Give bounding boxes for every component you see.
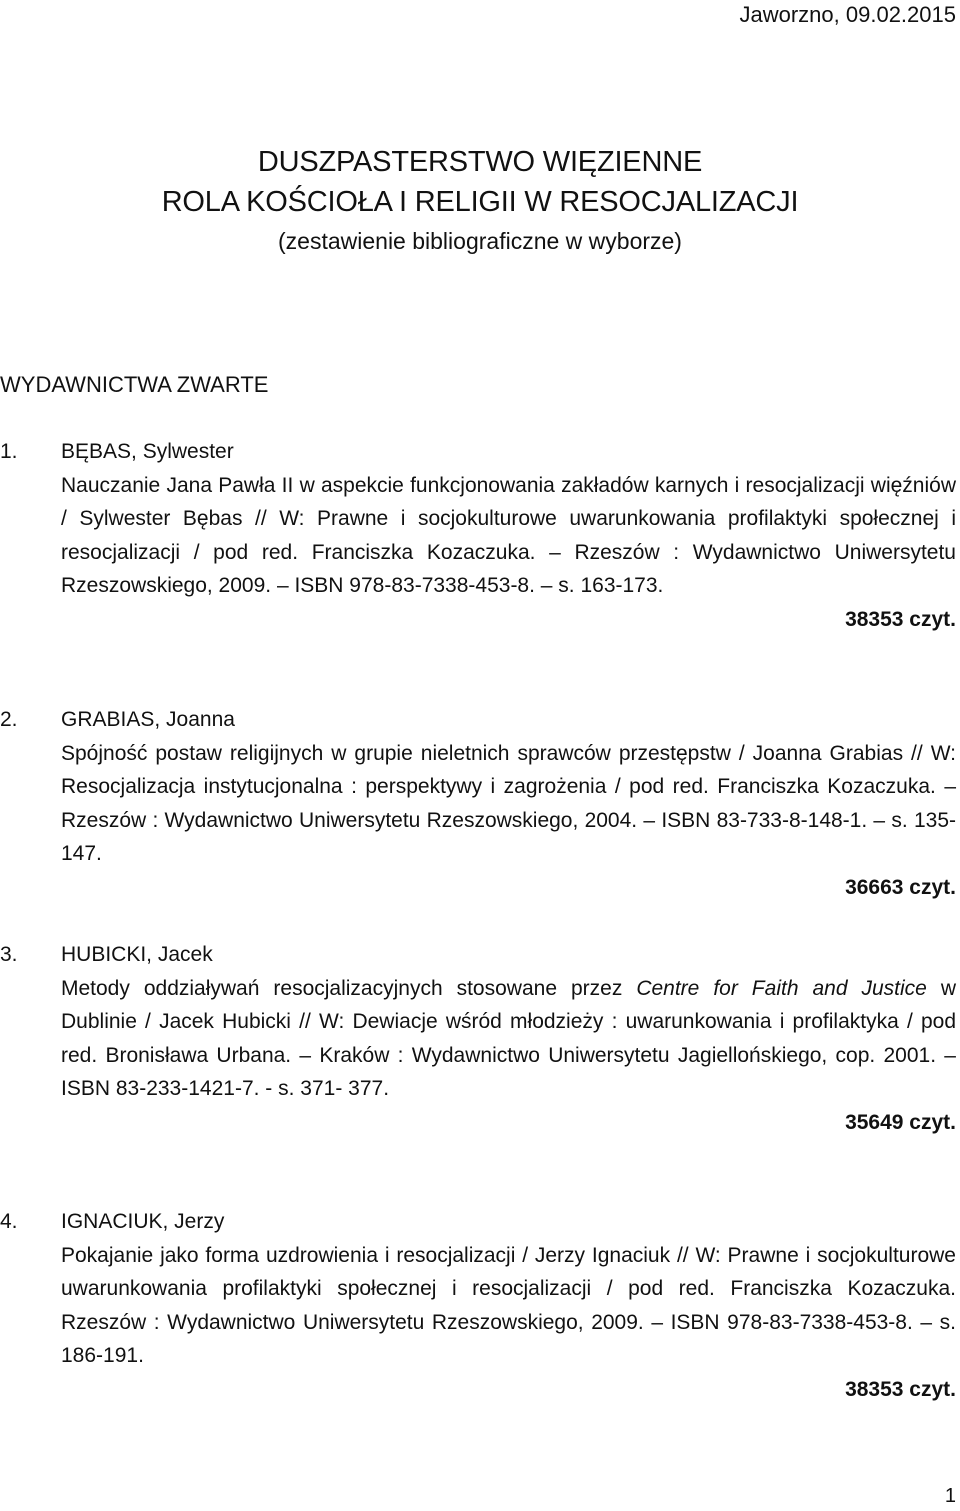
title-block <box>0 142 960 258</box>
document-date: Jaworzno, 09.02.2015 <box>739 2 956 27</box>
entry-body <box>61 435 956 636</box>
entry-author: BĘBAS, Sylwester <box>61 440 234 463</box>
entry-call-number: 36663 czyt. <box>845 875 956 899</box>
document-subtitle: (zestawienie bibliograficzne w wyborze) <box>278 228 682 254</box>
entry-number: 4. <box>0 1210 18 1233</box>
entry-description-start: Metody oddziaływań resocjalizacyjnych stosowane przez <box>61 976 637 1000</box>
entry-body <box>61 1205 956 1406</box>
bibliography-entry-4 <box>0 1205 958 1406</box>
entry-body <box>61 938 956 1139</box>
entry-description: Pokajanie jako forma uzdrowienia i resocjalizacji / Jerzy Ignaciuk // W: Prawne i socjokulturowe uwarunkowania profilaktyki społecznej i resocjalizacji / pod red. Franciszka Kozaczuka. Rzeszów : Wydawnictwo Uniwersytetu Rzeszowskiego, 2009. – ISBN 978-83-7338-453-8. – s. 186-191. <box>61 1243 956 1367</box>
page-number: 1 <box>944 1485 956 1507</box>
entry-description <box>61 972 956 1106</box>
entry-author: GRABIAS, Joanna <box>61 708 235 731</box>
entry-call-number: 38353 czyt. <box>845 607 956 631</box>
document-title-line-2: ROLA KOŚCIOŁA I RELIGII W RESOCJALIZACJI <box>161 186 799 218</box>
entry-description: Spójność postaw religijnych w grupie nieletnich sprawców przestępstw / Joanna Grabias // W: Resocjalizacja instytucjonalna : perspektywy i zagrożenia / pod red. Franciszka Kozaczuka. – Rzeszów : Wydawnictwo Uniwersytetu Rzeszowskiego, 2004. – ISBN 83-733-8-148-1. – s. 135-147. <box>61 741 956 865</box>
entry-description-end: w Dublinie / Jacek Hubicki // W: Dewiacje wśród młodzieży : uwarunkowania i profilaktyka / pod red. Bronisława Urbana. – Kraków : Wydawnictwo Uniwersytetu Jagiellońskiego, cop. 2001. – ISBN 83-233-1421-7. - s. 371- 377. <box>61 976 957 1100</box>
entry-author: HUBICKI, Jacek <box>61 943 213 966</box>
entry-number: 1. <box>0 440 18 463</box>
entry-body <box>61 703 956 904</box>
entry-author: IGNACIUK, Jerzy <box>61 1210 225 1233</box>
entry-call-number: 35649 czyt. <box>845 1110 956 1134</box>
entry-description-italic: Centre for Faith and Justice <box>636 976 927 1000</box>
entry-number: 3. <box>0 943 18 966</box>
entry-call-number: 38353 czyt. <box>845 1377 956 1401</box>
section-heading: WYDAWNICTWA ZWARTE <box>0 372 269 397</box>
entry-number: 2. <box>0 708 18 731</box>
bibliography-entry-1 <box>0 435 958 636</box>
bibliography-entry-2 <box>0 703 958 904</box>
bibliography-entry-3 <box>0 938 958 1139</box>
document-title-line-1: DUSZPASTERSTWO WIĘZIENNE <box>257 146 703 178</box>
entry-description: Nauczanie Jana Pawła II w aspekcie funkcjonowania zakładów karnych i resocjalizacji więźniów / Sylwester Bębas // W: Prawne i socjokulturowe uwarunkowania profilaktyki społecznej i resocjalizacji / pod red. Franciszka Kozaczuka. – Rzeszów : Wydawnictwo Uniwersytetu Rzeszowskiego, 2009. – ISBN 978-83-7338-453-8. – s. 163-173. <box>61 473 956 597</box>
